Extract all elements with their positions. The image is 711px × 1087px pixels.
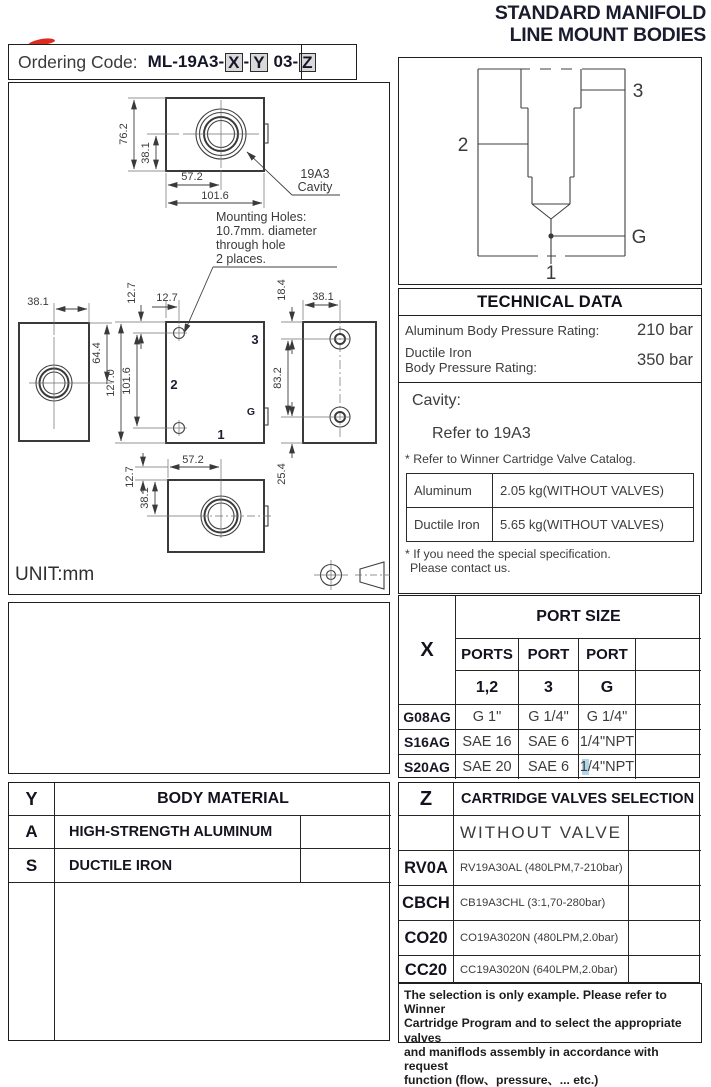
footer-note-line1: The selection is only example. Please refer to Winner bbox=[404, 988, 667, 1017]
port-table-x-header: X bbox=[399, 596, 456, 705]
body-row-blank bbox=[301, 849, 391, 883]
valve-row-desc: RV19A30AL (480LPM,7-210bar) bbox=[454, 851, 629, 886]
dim-57-2-top: 57.2 bbox=[181, 171, 203, 183]
technical-data-panel bbox=[398, 288, 702, 594]
mounting-holes-note bbox=[184, 210, 337, 333]
port-row-p12: G 1" bbox=[456, 705, 519, 730]
catalog-note: * Refer to Winner Cartridge Valve Catalog. bbox=[405, 452, 636, 466]
dim-38-1-left-view: 38.1 bbox=[27, 296, 49, 308]
col-header-port3: PORT bbox=[519, 639, 579, 671]
port-row-code: G08AG bbox=[399, 705, 456, 730]
without-valve-cell: WITHOUT VALVE bbox=[454, 816, 629, 851]
empty-panel bbox=[8, 602, 390, 774]
projection-symbol bbox=[314, 560, 390, 590]
valve-row-code: CC20 bbox=[399, 956, 454, 984]
port-row-blank bbox=[636, 755, 701, 779]
ordering-code-label: Ordering Code: bbox=[18, 51, 138, 72]
port-row-p3: SAE 6 bbox=[519, 730, 579, 755]
side-view-right bbox=[272, 279, 376, 484]
valve-row-code: CBCH bbox=[399, 886, 454, 921]
code-y-box: Y bbox=[250, 53, 267, 72]
ordering-code-box bbox=[8, 44, 357, 80]
main-drawing bbox=[9, 83, 387, 592]
valve-row-desc: CC19A3020N (640LPM,2.0bar) bbox=[454, 956, 629, 984]
front-view-center bbox=[105, 282, 268, 443]
ordering-box-divider bbox=[301, 45, 302, 79]
code-z-box: Z bbox=[299, 53, 315, 72]
valve-row-blank bbox=[629, 921, 701, 956]
dim-101-6-top: 101.6 bbox=[201, 190, 229, 202]
valve-selection-heading: CARTRIDGE VALVES SELECTION bbox=[454, 783, 701, 816]
unit-label: UNIT:mm bbox=[15, 564, 95, 585]
footer-note bbox=[398, 983, 702, 1087]
col-header-blank bbox=[636, 639, 701, 671]
col-subheader-3: 3 bbox=[519, 671, 579, 705]
code-prefix: ML-19A3- bbox=[147, 52, 225, 71]
dim-38-1-right-view: 38.1 bbox=[312, 291, 334, 303]
valve-selection-table bbox=[398, 782, 700, 983]
valve-row-blank bbox=[629, 886, 701, 921]
pressure-rating-ductile bbox=[399, 340, 701, 375]
col-subheader-blank bbox=[636, 671, 701, 705]
top-view bbox=[118, 98, 340, 208]
port-row-p12: SAE 20 bbox=[456, 755, 519, 779]
port-size-table bbox=[398, 595, 700, 778]
body-row-material: DUCTILE IRON bbox=[55, 849, 301, 883]
port-label-3: 3 bbox=[251, 332, 259, 347]
ductile-rating-label-line2: Body Pressure Rating: bbox=[405, 360, 537, 375]
weight-value: 2.05 kg(WITHOUT VALVES) bbox=[493, 474, 693, 508]
page-title bbox=[495, 2, 706, 46]
col-header-portg: PORT bbox=[579, 639, 636, 671]
body-row-code: S bbox=[9, 849, 55, 883]
valve-row-blank-code bbox=[399, 816, 454, 851]
mount-note-line2: 10.7mm. diameter bbox=[216, 224, 317, 238]
technical-data-heading: TECHNICAL DATA bbox=[399, 289, 701, 316]
body-material-heading: BODY MATERIAL bbox=[55, 783, 391, 816]
pressure-rating-aluminum bbox=[399, 316, 701, 340]
weight-table bbox=[406, 473, 694, 542]
valve-row-desc: CO19A3020N (480LPM,2.0bar) bbox=[454, 921, 629, 956]
aluminum-rating-value: 210 bar bbox=[637, 321, 693, 339]
valve-row-blank bbox=[629, 956, 701, 984]
aluminum-rating-label: Aluminum Body Pressure Rating: bbox=[405, 323, 600, 338]
dim-18-4: 18.4 bbox=[276, 279, 288, 301]
ductile-rating-label bbox=[405, 345, 537, 375]
valve-row-code: CO20 bbox=[399, 921, 454, 956]
page-title-line1: STANDARD MANIFOLD bbox=[494, 2, 706, 24]
port-row-p3: G 1/4" bbox=[519, 705, 579, 730]
port-row-pg bbox=[579, 755, 636, 779]
valve-row-code: RV0A bbox=[399, 851, 454, 886]
dim-12-7-bottom: 12.7 bbox=[124, 466, 136, 488]
body-row-code: A bbox=[9, 816, 55, 849]
bottom-view bbox=[124, 453, 272, 552]
ductile-rating-label-line1: Ductile Iron bbox=[405, 345, 472, 360]
col-header-ports12: PORTS bbox=[456, 639, 519, 671]
col-subheader-g: G bbox=[579, 671, 636, 705]
footer-note-line3: and maniflods assembly in accordance with request bbox=[404, 1044, 659, 1074]
side-view-left bbox=[19, 296, 112, 441]
port-row-p12: SAE 16 bbox=[456, 730, 519, 755]
port-row-blank bbox=[636, 730, 701, 755]
dim-83-2: 83.2 bbox=[272, 367, 284, 389]
port-row-pg: 1/4"NPT bbox=[579, 730, 636, 755]
port-row-pg-text: 1/4"NPT bbox=[579, 759, 635, 775]
schematic-port-2: 2 bbox=[457, 135, 469, 156]
weight-material: Aluminum bbox=[407, 474, 493, 508]
footer-note-line4: function (flow、pressure、... etc.) bbox=[404, 1073, 599, 1087]
special-spec-note-line1: * If you need the special specification. bbox=[405, 547, 611, 561]
dim-64-4: 64.4 bbox=[91, 342, 103, 364]
valve-row-desc: CB19A3CHL (3:1,70-280bar) bbox=[454, 886, 629, 921]
dim-127-0: 127.0 bbox=[105, 369, 117, 397]
main-drawing-box bbox=[8, 82, 390, 595]
cavity-label: Cavity: bbox=[412, 392, 461, 409]
mount-note-line1: Mounting Holes: bbox=[216, 210, 307, 224]
ordering-code-value bbox=[148, 52, 317, 72]
port-row-pg: G 1/4" bbox=[579, 705, 636, 730]
ductile-rating-value: 350 bar bbox=[637, 350, 693, 369]
port-row-p3: SAE 6 bbox=[519, 755, 579, 779]
schematic-port-3: 3 bbox=[632, 81, 644, 102]
cavity-schematic-box bbox=[398, 57, 702, 285]
technical-divider bbox=[399, 382, 701, 383]
valve-row-blank bbox=[629, 851, 701, 886]
code-x-box: X bbox=[225, 53, 242, 72]
page-title-line2: LINE MOUNT BODIES bbox=[509, 24, 706, 46]
special-spec-note-line2: Please contact us. bbox=[410, 560, 511, 575]
port-row-code: S20AG bbox=[399, 755, 456, 779]
dim-12-7-top: 12.7 bbox=[156, 292, 178, 304]
code-mid: 03- bbox=[273, 52, 299, 71]
schematic-port-1: 1 bbox=[545, 263, 557, 284]
port-row-code: S16AG bbox=[399, 730, 456, 755]
body-table-empty-left bbox=[9, 883, 55, 1040]
mount-note-line4: 2 places. bbox=[216, 252, 267, 266]
body-material-table bbox=[8, 782, 390, 1041]
cavity-callout-line1: 19A3 bbox=[300, 167, 330, 181]
code-dash: - bbox=[243, 52, 250, 71]
valve-row-blank bbox=[629, 816, 701, 851]
dim-76-2: 76.2 bbox=[118, 123, 130, 145]
port-label-1: 1 bbox=[217, 427, 225, 442]
cavity-value: Refer to 19A3 bbox=[432, 425, 531, 442]
cavity-schematic bbox=[399, 58, 699, 282]
schematic-port-g: G bbox=[631, 227, 647, 248]
port-size-heading: PORT SIZE bbox=[456, 596, 701, 639]
dim-57-2-bottom: 57.2 bbox=[182, 454, 204, 466]
port-row-blank bbox=[636, 705, 701, 730]
body-row-material: HIGH-STRENGTH ALUMINUM bbox=[55, 816, 301, 849]
port-label-g: G bbox=[246, 406, 256, 418]
cavity-profile bbox=[478, 69, 625, 264]
body-table-y-header: Y bbox=[9, 783, 55, 816]
weight-material: Ductile Iron bbox=[407, 508, 493, 541]
cavity-callout-line2: Cavity bbox=[297, 180, 333, 194]
port-label-2: 2 bbox=[170, 377, 178, 392]
dim-38-1-bottom: 38.1 bbox=[139, 487, 151, 509]
dim-25-4: 25.4 bbox=[276, 463, 288, 485]
mount-note-line3: through hole bbox=[216, 238, 286, 252]
valve-table-z-header: Z bbox=[399, 783, 454, 816]
col-subheader-12: 1,2 bbox=[456, 671, 519, 705]
dim-38-1-top: 38.1 bbox=[140, 142, 152, 164]
body-table-empty-main bbox=[55, 883, 391, 1040]
dim-101-6-center: 101.6 bbox=[121, 367, 133, 395]
weight-value: 5.65 kg(WITHOUT VALVES) bbox=[500, 517, 664, 532]
special-spec-note bbox=[405, 548, 701, 575]
dim-12-7-left: 12.7 bbox=[126, 282, 138, 304]
body-row-blank bbox=[301, 816, 391, 849]
footer-note-line2: Cartridge Program and to select the appropriate valves bbox=[404, 1016, 682, 1045]
